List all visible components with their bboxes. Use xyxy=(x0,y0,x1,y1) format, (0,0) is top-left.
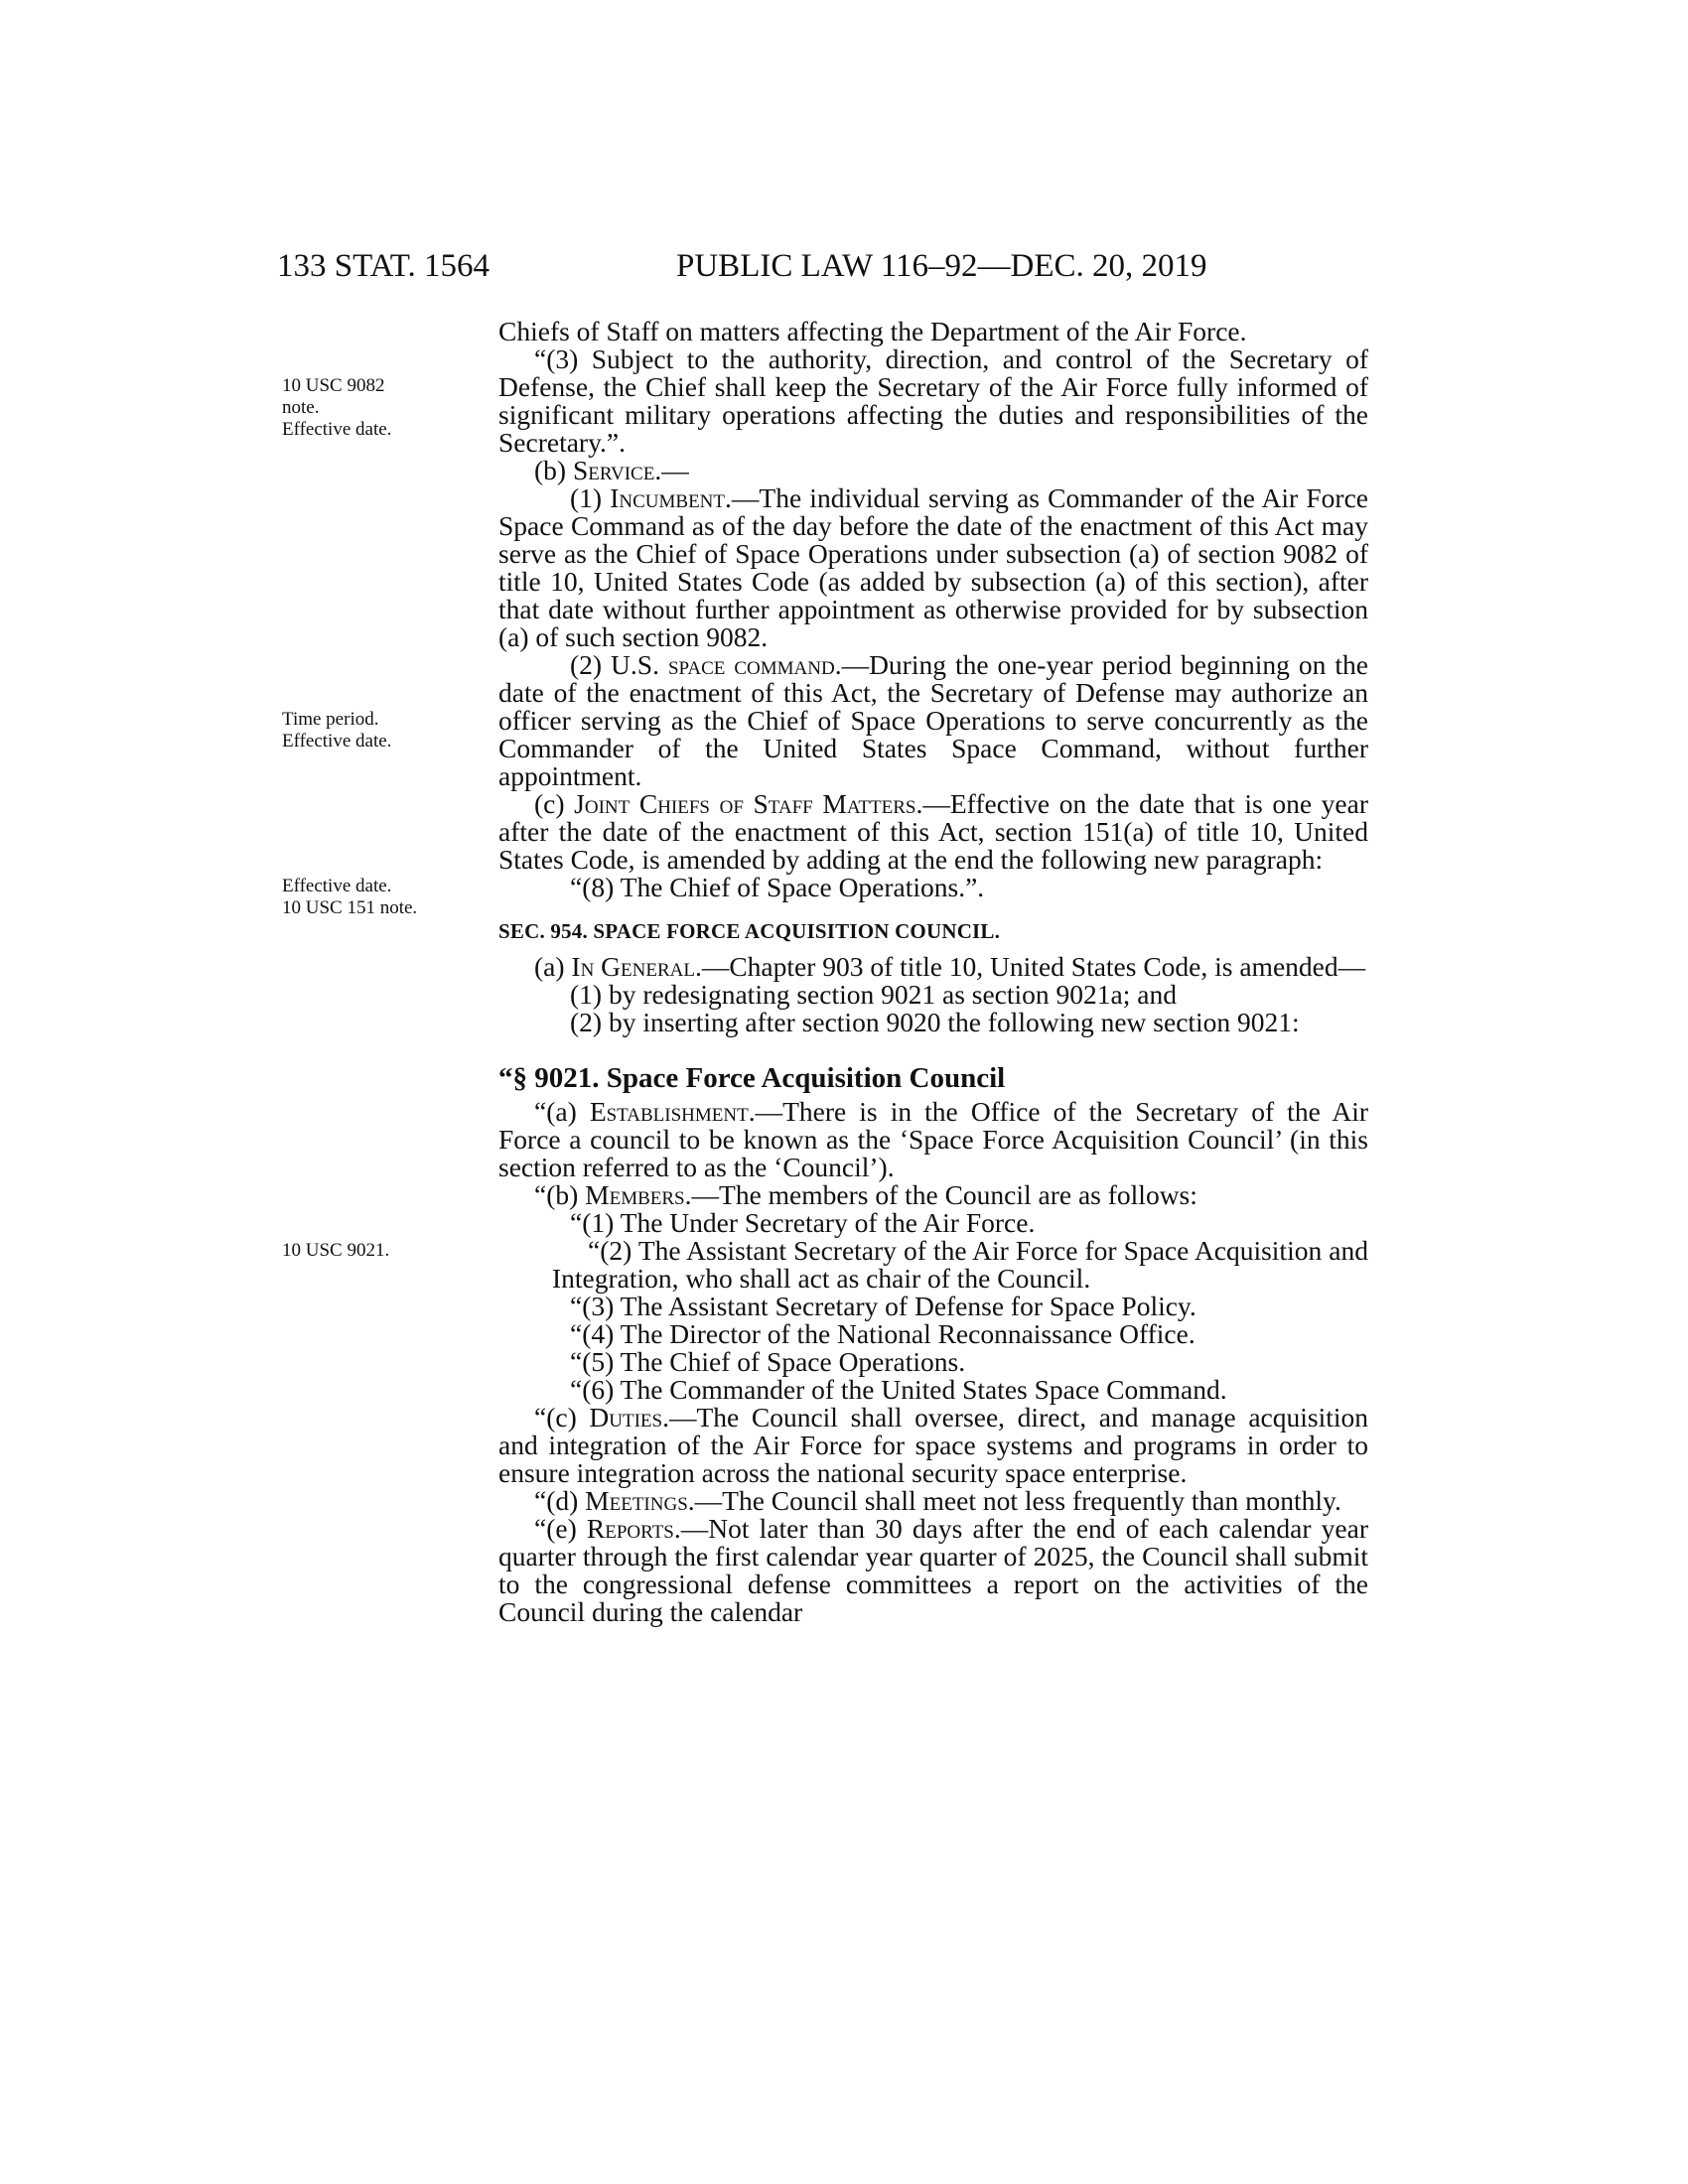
member-5: “(5) The Chief of Space Operations. xyxy=(570,1346,966,1377)
margin-note-usc-9021 xyxy=(282,1240,389,1262)
margin-note-usc-151 xyxy=(282,876,417,919)
margin-note-line: Effective date. xyxy=(282,419,392,440)
margin-note-line: Effective date. xyxy=(282,731,392,751)
member-4: “(4) The Director of the National Reconnaissance Office. xyxy=(570,1318,1196,1349)
member-6: “(6) The Commander of the United States Space Command. xyxy=(570,1374,1227,1405)
subsection-heading: Duties xyxy=(589,1402,663,1433)
margin-note-line: 10 USC 9082 xyxy=(282,375,385,396)
paragraph-a2: (2) by inserting after section 9020 the following new section 9021: xyxy=(570,1007,1300,1037)
quoted-subsection-c: “(c) Duties.—The Council shall oversee, direct, and manage acquisition and integration of the Air Force for space systems and programs in order to ensure integration across the national security space enterprise. xyxy=(498,1402,1368,1488)
quoted-subsection-a: “(a) Establishment.—There is in the Office of the Secretary of the Air Force a council to be known as the ‘Space Force Acquisition Council’ (in this section referred to as the ‘Council’). xyxy=(498,1096,1368,1182)
subsection-heading: Meetings xyxy=(585,1485,688,1516)
page-number: 133 STAT. 1564 xyxy=(277,248,491,284)
member-1: “(1) The Under Secretary of the Air Force. xyxy=(570,1207,1036,1238)
section-9021-heading: “§ 9021. Space Force Acquisition Council xyxy=(498,1062,1006,1094)
quoted-subsection-d: “(d) Meetings.—The Council shall meet not less frequently than monthly. xyxy=(534,1485,1341,1516)
member-2: “(2) The Assistant Secretary of the Air Force for Space Acquisition and Integration, who shall act as chair of the Council. xyxy=(552,1235,1368,1294)
paragraph-heading: Incumbent xyxy=(610,482,726,513)
margin-note-line: Effective date. xyxy=(282,876,392,896)
subsection-b-service: (b) Service.— xyxy=(534,455,689,485)
subsection-heading: Establishment xyxy=(589,1096,749,1127)
margin-note-line: Time period. xyxy=(282,709,379,730)
margin-note-line: 10 USC 151 note. xyxy=(282,897,418,918)
running-title: PUBLIC LAW 116–92—DEC. 20, 2019 xyxy=(676,248,1207,284)
margin-note-usc-9082 xyxy=(282,375,391,441)
paragraph-a1: (1) by redesignating section 9021 as section 9021a; and xyxy=(570,979,1177,1010)
subsection-heading: Members xyxy=(585,1179,685,1210)
statute-body xyxy=(498,318,1368,1626)
margin-note-line: 10 USC 9021. xyxy=(282,1240,390,1261)
quoted-subsection-e: “(e) Reports.—Not later than 30 days after the end of each calendar year quarter through the first calendar year quarter of 2025, the Council shall submit to the congressional defense committees a report on the activities of the Council during the calendar xyxy=(498,1513,1368,1627)
subsection-heading: In General xyxy=(571,951,695,982)
subsection-c-joint-chiefs: (c) Joint Chiefs of Staff Matters.—Effective on the date that is one year after the date of the enactment of this Act, section 151(a) of title 10, United States Code, is amended by adding at the end the following new paragraph: xyxy=(498,788,1368,875)
subsection-heading: Service xyxy=(572,455,655,485)
subsection-heading: Joint Chiefs of Staff Matters xyxy=(574,788,916,819)
margin-note-line: note. xyxy=(282,397,320,418)
margin-note-time-period xyxy=(282,709,391,752)
paragraph-b1-incumbent: (1) Incumbent.—The individual serving as Commander of the Air Force Space Command as of the day before the date of the enactment of this Act may serve as the Chief of Space Operations under subsection (a) of section 9082 of title 10, United States Code (as added by subsection (a) of this section), after that date without further appointment as otherwise provided for by subsection (a) of such section 9082. xyxy=(498,482,1368,652)
quoted-subsection-b: “(b) Members.—The members of the Council are as follows: xyxy=(534,1179,1197,1210)
subsection-a-in-general: (a) In General.—Chapter 903 of title 10, United States Code, is amended— xyxy=(534,951,1366,982)
member-3: “(3) The Assistant Secretary of Defense for Space Policy. xyxy=(570,1291,1196,1321)
section-954-heading: SEC. 954. SPACE FORCE ACQUISITION COUNCIL. xyxy=(498,919,1001,943)
paragraph-b2-space-command: (2) U.S. space command.—During the one-year period beginning on the date of the enactment of this Act, the Secretary of Defense may authorize an officer serving as the Chief of Space Operations to serve concurrently as the Commander of the United States Space Command, without further appointment. xyxy=(498,649,1368,791)
paragraph-continuation: Chiefs of Staff on matters affecting the Department of the Air Force. xyxy=(498,316,1247,346)
paragraph-3: “(3) Subject to the authority, direction, and control of the Secretary of Defense, the Chief shall keep the Secretary of the Air Force fully informed of significant military operations affecting the duties and responsibilities of the Secretary.”. xyxy=(498,343,1368,458)
paragraph-heading: space command xyxy=(667,649,835,680)
paragraph-c8: “(8) The Chief of Space Operations.”. xyxy=(570,872,985,902)
page-header xyxy=(277,248,1369,288)
subsection-heading: Reports xyxy=(586,1513,674,1544)
